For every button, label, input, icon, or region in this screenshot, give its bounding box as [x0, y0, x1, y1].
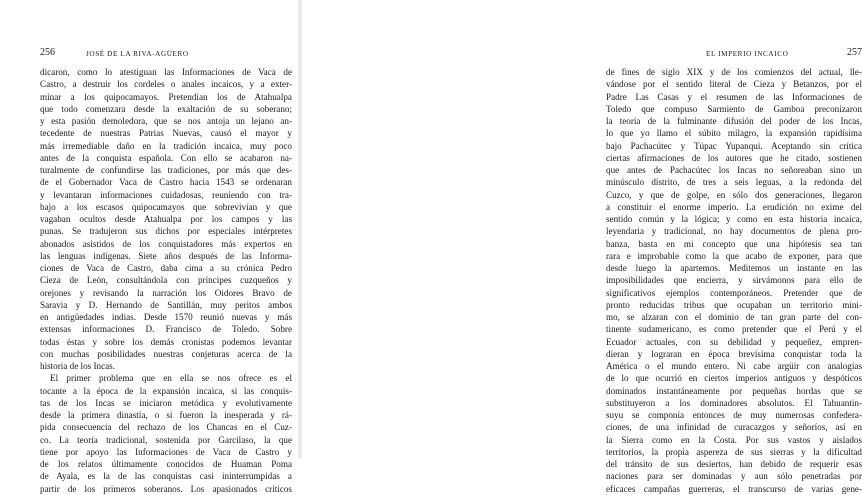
text-line — [606, 274, 862, 286]
text-line-content: El primer problema que en ella se nos ofrece es el — [50, 373, 292, 384]
text-line-content: vagaban ocultos desde Atahualpa por los campos y las — [40, 214, 292, 224]
text-line-content: orejones y revisando la narración los Oidores Bravo de — [40, 287, 292, 298]
text-line — [40, 127, 292, 139]
left-page-header — [40, 47, 290, 59]
text-line-content: territorios, la propia aspereza de sus sierras y la dificultad — [606, 446, 862, 457]
text-line — [606, 287, 862, 299]
text-line — [606, 311, 862, 323]
text-line — [40, 238, 292, 250]
text-line-content: dicaron, como lo atestiguan las Informaciones de Vaca de — [40, 67, 292, 77]
text-line-content: que antes de Pachacútec los Incas no señoreaban sino un — [606, 165, 862, 175]
text-line-content: América o el mundo entero. Ni cabe argüir con analogías — [606, 361, 862, 371]
text-line — [606, 348, 862, 360]
right-page-header — [642, 47, 862, 59]
text-line — [40, 152, 292, 164]
text-line-content: de lo que ocurrió en ciertos imperios antiguos y despóticos — [606, 373, 862, 384]
text-line — [606, 127, 862, 139]
text-line-content: tiene por apoyo las Informaciones de Vaca de Castro y — [40, 446, 292, 457]
text-line — [606, 164, 862, 176]
text-line — [606, 336, 862, 348]
text-line-content: Cieza de León, consultándola con príncipes cuzqueños y — [40, 275, 292, 286]
text-line — [606, 115, 862, 127]
text-line-content: Ecuador actuales, con su debilidad y pequeñez, empren- — [606, 336, 862, 347]
text-line — [606, 397, 862, 409]
text-line — [606, 201, 862, 213]
text-line — [40, 372, 292, 384]
text-line-content: abonados asistidos de los conquistadores más expertos en — [40, 238, 292, 249]
text-line — [606, 299, 862, 311]
text-line — [40, 446, 292, 458]
text-line — [40, 483, 292, 495]
text-line — [606, 409, 862, 421]
text-line — [606, 470, 862, 482]
text-line — [40, 385, 292, 397]
text-line — [606, 385, 862, 397]
text-line-content: pronto reducidas tribus que ocupaban un territorio míni- — [606, 299, 862, 310]
text-line-content: mo, se alzaran con el dominio de tan gran parte del con- — [606, 312, 862, 322]
text-line — [40, 201, 292, 213]
text-line — [40, 470, 292, 482]
text-line — [40, 311, 292, 323]
text-line — [40, 176, 292, 188]
text-line — [606, 360, 862, 372]
text-line — [40, 91, 292, 103]
text-line-content: dieran y lograran en época brevísima conquistar toda la — [606, 348, 862, 359]
text-line-content: todas éstas y sobre los demás cronistas podemos levantar — [40, 336, 292, 347]
text-line-content: de fines de siglo XIX y de los comienzos del actual, lle- — [606, 67, 862, 77]
text-line — [606, 458, 862, 470]
text-line — [606, 213, 862, 225]
text-line-content: ciertas afirmaciones de los autores que he citado, sostienen — [606, 152, 862, 163]
text-line-content: de los relatos últimamente conocidos de Huaman Poma — [40, 459, 292, 469]
text-line-content: bajo Pachacútec y Túpac Yupanqui. Aceptando sin crítica — [606, 140, 862, 151]
text-line-content: rara e improbable como la que acabo de exponer, para que — [606, 250, 862, 261]
text-line-content: tecedente de nuestras Patrias Nuevas, causó el mayor y — [40, 128, 292, 139]
text-line — [606, 434, 862, 446]
text-line-content: ciones de Vaca de Castro, daba cima a su crónica Pedro — [40, 263, 292, 273]
text-line-content: eficaces campañas guerreras, el transcurso de varias gene- — [606, 483, 862, 494]
text-line-content: las lenguas indígenas. Siete años después de las Informa- — [40, 250, 292, 261]
text-line — [606, 78, 862, 90]
text-line — [40, 274, 292, 286]
text-line — [606, 189, 862, 201]
text-line — [40, 336, 292, 348]
text-line-content: extensas informaciones D. Francisco de Toledo. Sobre — [40, 324, 292, 335]
text-line-content: desde luego la apartemos. Meditemos un instante en las — [606, 263, 862, 273]
text-line-content: a constituir el enorme imperio. La erudición no exime del — [606, 201, 862, 212]
text-line-content: tocante a la época de la expansión incaica, si las conquis- — [40, 385, 292, 396]
text-line — [40, 262, 292, 274]
text-line-content: substituyeron a los dominadores absolutos. El Tahuantin- — [606, 397, 862, 408]
text-line — [40, 78, 292, 90]
text-line — [606, 140, 862, 152]
text-line-content: en antigüedades indias. Desde 1570 reunió nuevas y más — [40, 312, 292, 322]
text-line — [40, 434, 292, 446]
text-line — [606, 152, 862, 164]
text-line — [40, 421, 292, 433]
text-line-content: leyendaria y tradicional, no hay documentos de plena pro- — [606, 226, 862, 237]
text-line — [606, 323, 862, 335]
text-line-content: del tránsito de sus desiertos, han debido de requerir esas — [606, 459, 862, 469]
text-line-content: co. La teoría tradicional, sostenida por Garcilaso, la que — [40, 434, 292, 445]
text-line — [606, 225, 862, 237]
text-line — [40, 164, 292, 176]
right-page-body — [606, 66, 862, 495]
text-line — [606, 250, 862, 262]
text-line-content: Saravia y D. Hernando de Santillán, muy peritos ambos — [40, 299, 292, 310]
text-line — [40, 103, 292, 115]
text-line-content: Castro, a destruir los cordeles o anales incaicos, y a exter- — [40, 79, 292, 90]
text-line-content: tas de los Incas se iniciaron metódica y evolutivamente — [40, 397, 292, 408]
text-line — [606, 372, 862, 384]
text-line-content: más irremediable daño en la tradición incaica, muy poco — [40, 140, 292, 151]
text-line-content: punas. Se tradujeron sus dichos por especiales intérpretes — [40, 226, 292, 237]
text-line-content: de Ayala, es la de las conquistas casi ininterrumpidas a — [40, 471, 292, 482]
text-line-content: vándose por el sentido literal de Cieza y Betanzos, por el — [606, 79, 862, 90]
text-line — [40, 323, 292, 335]
left-page — [0, 0, 300, 494]
text-line-content: imposibilidades que encierra, y sirvámonos para ello de — [606, 275, 862, 286]
text-line-content: lo que yo llamo el súbito milagro, la expansión rapidísima — [606, 128, 862, 139]
text-line-content: con muchas posibilidades nuestras conjeturas acerca de la — [40, 348, 292, 359]
text-line-content: antes de la conquista española. Con ello se acabaron na- — [40, 152, 292, 163]
text-line — [40, 287, 292, 299]
text-line — [40, 115, 292, 127]
text-line-content: la teoría de la fulminante difusión del poder de los Incas, — [606, 116, 862, 126]
text-line — [606, 91, 862, 103]
text-line-content: ciones, de una infinidad de curacazgos y señoríos, así en — [606, 422, 862, 433]
text-line-content: Toledo que compuso Sarmiento de Gamboa preconizaron — [606, 103, 862, 114]
text-line — [40, 66, 292, 78]
text-line-content: y levantaran informaciones cuidadosas, reuniendo con tra- — [40, 189, 292, 200]
text-line-content: desde la primera dinastía, o si fueron la inesperada y rá- — [40, 410, 292, 420]
page-number: 257 — [847, 47, 862, 58]
text-line — [40, 409, 292, 421]
text-line — [40, 140, 292, 152]
text-line-content: suyu se componía entonces de muy numerosas confedera- — [606, 410, 862, 420]
running-head: JOSÉ DE LA RIVA-AGÜERO — [86, 50, 189, 58]
text-line-content: sentido común y la lógica; y como en esta historia incaica, — [606, 214, 862, 224]
left-page-body — [40, 66, 292, 495]
text-line — [40, 213, 292, 225]
text-line — [606, 103, 862, 115]
text-line-content: dominados instantáneamente por pequeñas hordas que se — [606, 385, 862, 396]
text-line — [40, 360, 292, 372]
text-line — [40, 299, 292, 311]
text-line — [606, 262, 862, 274]
text-line — [606, 446, 862, 458]
text-line-content: y esta pasión demoledora, que se nos antoja un lejano an- — [40, 116, 292, 126]
text-line-content: minar a los quipocamayos. Pretendían los de Atahualpa — [40, 91, 292, 102]
text-line — [606, 483, 862, 495]
text-line-content: partir de los primeros soberanos. Los apasionados críticos — [40, 483, 292, 494]
text-line-content: Cuzco, y que de golpe, en sólo dos generaciones, llegaron — [606, 189, 862, 200]
text-line — [40, 225, 292, 237]
text-line-content: naciones para ser dominadas y aun sólo penetradas por — [606, 471, 862, 482]
text-line — [40, 348, 292, 360]
running-head: EL IMPERIO INCAICO — [706, 50, 789, 58]
text-line-content: turalmente de confundirse las tradiciones, por más que des- — [40, 165, 292, 175]
text-line — [40, 397, 292, 409]
text-line-content: tinente sudamericano, es como pretender que el Perú y el — [606, 324, 862, 335]
right-page — [300, 0, 862, 494]
text-line — [40, 458, 292, 470]
text-line — [40, 250, 292, 262]
text-line — [40, 189, 292, 201]
text-line-content: Padre Las Casas y el resumen de las Informaciones de — [606, 91, 862, 102]
text-line-content: minúsculo distrito, de tres a seis leguas, a la redonda del — [606, 177, 862, 188]
text-line — [606, 421, 862, 433]
text-line-content: pida consecuencia del rechazo de los Chancas en el Cuz- — [40, 422, 292, 433]
text-line-content: bajo a los escasos quipocamayos que sobrevivían y que — [40, 201, 292, 212]
page-number: 256 — [40, 47, 55, 58]
text-line — [606, 66, 862, 78]
text-line-content: historia de los Incas. — [40, 361, 116, 371]
text-line-content: de el Gobernador Vaca de Castro hacia 1543 se ordenaran — [40, 177, 292, 188]
text-line — [606, 176, 862, 188]
text-line — [606, 238, 862, 250]
text-line-content: que todo comenzara desde la exaltación de su soberano; — [40, 103, 292, 114]
text-line-content: significativos ejemplos contemporáneos. Pretender que de — [606, 287, 862, 298]
text-line-content: la Sierra como en la Costa. Por sus vastos y aislados — [606, 434, 862, 445]
text-line-content: banza, basta en mi concepto que una hipótesis sea tan — [606, 238, 862, 249]
